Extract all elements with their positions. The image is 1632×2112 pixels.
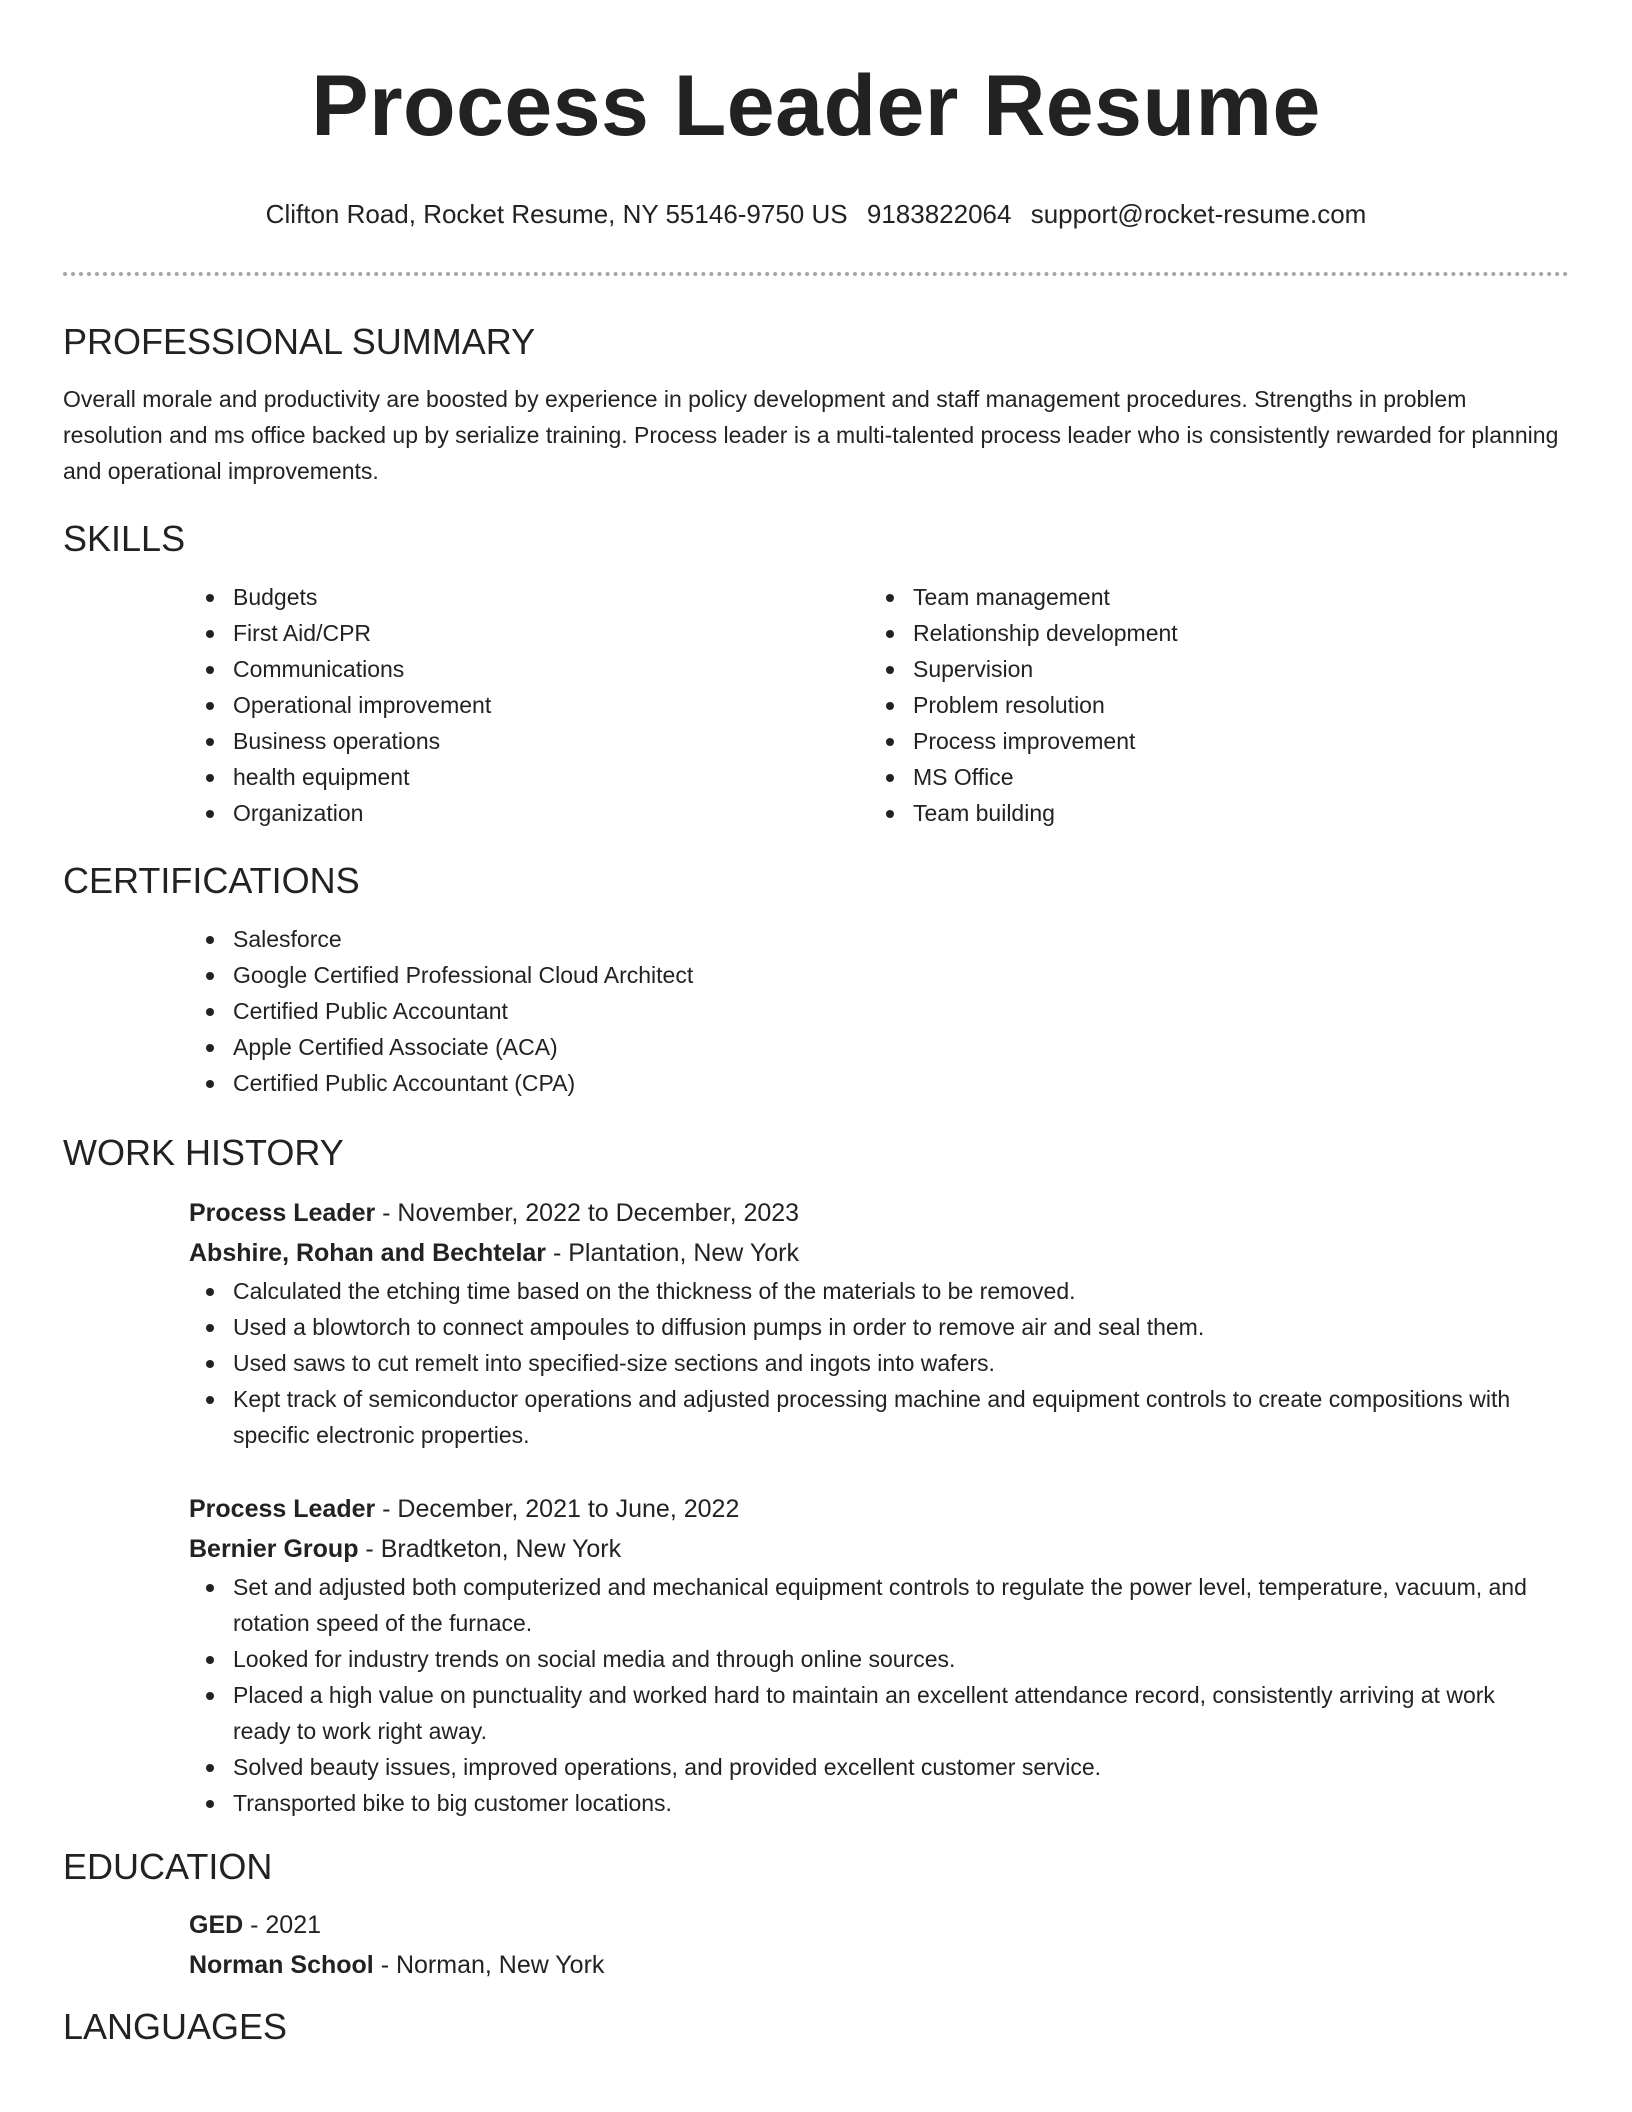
education-section — [63, 1845, 1569, 1985]
skill-item: Communications — [233, 651, 869, 687]
contact-email: support@rocket-resume.com — [1030, 199, 1367, 229]
contact-phone: 9183822064 — [866, 199, 1012, 229]
education-heading: EDUCATION — [63, 1846, 273, 1887]
certification-item: Google Certified Professional Cloud Architect — [233, 957, 1549, 993]
education-school: Norman School — [189, 1951, 374, 1979]
languages-heading: LANGUAGES — [63, 2006, 288, 2047]
skill-item: Team building — [913, 795, 1549, 831]
certifications-list — [189, 921, 1549, 1101]
skill-item: Relationship development — [913, 615, 1549, 651]
job-duty: Used a blowtorch to connect ampoules to diffusion pumps in order to remove air and seal them. — [233, 1309, 1549, 1345]
summary-section — [63, 320, 1569, 489]
skill-item: Organization — [233, 795, 869, 831]
work-history-heading: WORK HISTORY — [63, 1132, 344, 1173]
education-degree: GED — [189, 1911, 244, 1939]
languages-section — [63, 2005, 1569, 2049]
skill-item: Process improvement — [913, 723, 1549, 759]
skill-item: Problem resolution — [913, 687, 1549, 723]
job-company: Abshire, Rohan and Bechtelar — [189, 1239, 547, 1267]
education-school-line — [189, 1945, 1549, 1985]
job-duties-list — [189, 1273, 1549, 1453]
skills-grid — [189, 579, 1549, 831]
job-duty: Set and adjusted both computerized and mechanical equipment controls to regulate the power level, temperature, vacuum, and rotation speed of the furnace. — [233, 1569, 1549, 1641]
education-year: - 2021 — [243, 1911, 322, 1939]
work-history-section — [63, 1131, 1569, 1821]
skill-item: MS Office — [913, 759, 1549, 795]
education-location: - Norman, New York — [373, 1951, 605, 1979]
skill-item: Team management — [913, 579, 1549, 615]
summary-text: Overall morale and productivity are boosted by experience in policy development and staff management procedures. Strengths in problem resolution and ms office backed up by serialize training. Process leader is a multi-talented process leader who is consistently rewarded for planning and operational improvements. — [63, 386, 1559, 484]
skill-item: Operational improvement — [233, 687, 869, 723]
job-duty: Solved beauty issues, improved operations, and provided excellent customer service. — [233, 1749, 1549, 1785]
resume-title: Process Leader Resume — [311, 58, 1321, 154]
skill-item: Budgets — [233, 579, 869, 615]
certifications-heading: CERTIFICATIONS — [63, 860, 360, 901]
skills-heading: SKILLS — [63, 518, 186, 559]
job-entry — [189, 1193, 1549, 1453]
job-duties-list — [189, 1569, 1549, 1821]
certification-item: Apple Certified Associate (ACA) — [233, 1029, 1549, 1065]
certifications-section — [63, 859, 1569, 1101]
certification-item: Salesforce — [233, 921, 1549, 957]
certification-item: Certified Public Accountant — [233, 993, 1549, 1029]
skills-section — [63, 517, 1569, 831]
certifications-list-wrap — [189, 921, 1549, 1101]
job-duty: Placed a high value on punctuality and worked hard to maintain an excellent attendance record, consistently arriving at work ready to work right away. — [233, 1677, 1549, 1749]
contact-address: Clifton Road, Rocket Resume, NY 55146-9750 US — [265, 199, 848, 229]
contact-line — [63, 198, 1569, 230]
skill-item: Business operations — [233, 723, 869, 759]
job-duty: Transported bike to big customer locations. — [233, 1785, 1549, 1821]
job-company: Bernier Group — [189, 1535, 359, 1563]
job-dates: - December, 2021 to June, 2022 — [375, 1495, 740, 1523]
summary-heading: PROFESSIONAL SUMMARY — [63, 321, 536, 362]
job-company-line — [189, 1529, 1549, 1569]
job-location: - Plantation, New York — [546, 1239, 799, 1267]
job-duty: Calculated the etching time based on the thickness of the materials to be removed. — [233, 1273, 1549, 1309]
skill-item: health equipment — [233, 759, 869, 795]
job-role: Process Leader — [189, 1495, 376, 1523]
job-duty: Used saws to cut remelt into specified-size sections and ingots into wafers. — [233, 1345, 1549, 1381]
job-entry — [189, 1489, 1549, 1821]
job-title-line — [189, 1193, 1549, 1233]
skills-column-right — [869, 579, 1549, 831]
job-role: Process Leader — [189, 1199, 376, 1227]
job-title-line — [189, 1489, 1549, 1529]
skills-list-left — [189, 579, 869, 831]
skill-item: First Aid/CPR — [233, 615, 869, 651]
skills-column-left — [189, 579, 869, 831]
job-location: - Bradtketon, New York — [358, 1535, 622, 1563]
job-company-line — [189, 1233, 1549, 1273]
skills-list-right — [869, 579, 1549, 831]
education-degree-line — [189, 1905, 1549, 1945]
job-duty: Looked for industry trends on social media and through online sources. — [233, 1641, 1549, 1677]
education-entry — [189, 1905, 1549, 1985]
header-divider — [63, 272, 1569, 276]
job-dates: - November, 2022 to December, 2023 — [375, 1199, 800, 1227]
skill-item: Supervision — [913, 651, 1549, 687]
job-duty: Kept track of semiconductor operations and adjusted processing machine and equipment controls to create compositions with specific electronic properties. — [233, 1381, 1549, 1453]
certification-item: Certified Public Accountant (CPA) — [233, 1065, 1549, 1101]
